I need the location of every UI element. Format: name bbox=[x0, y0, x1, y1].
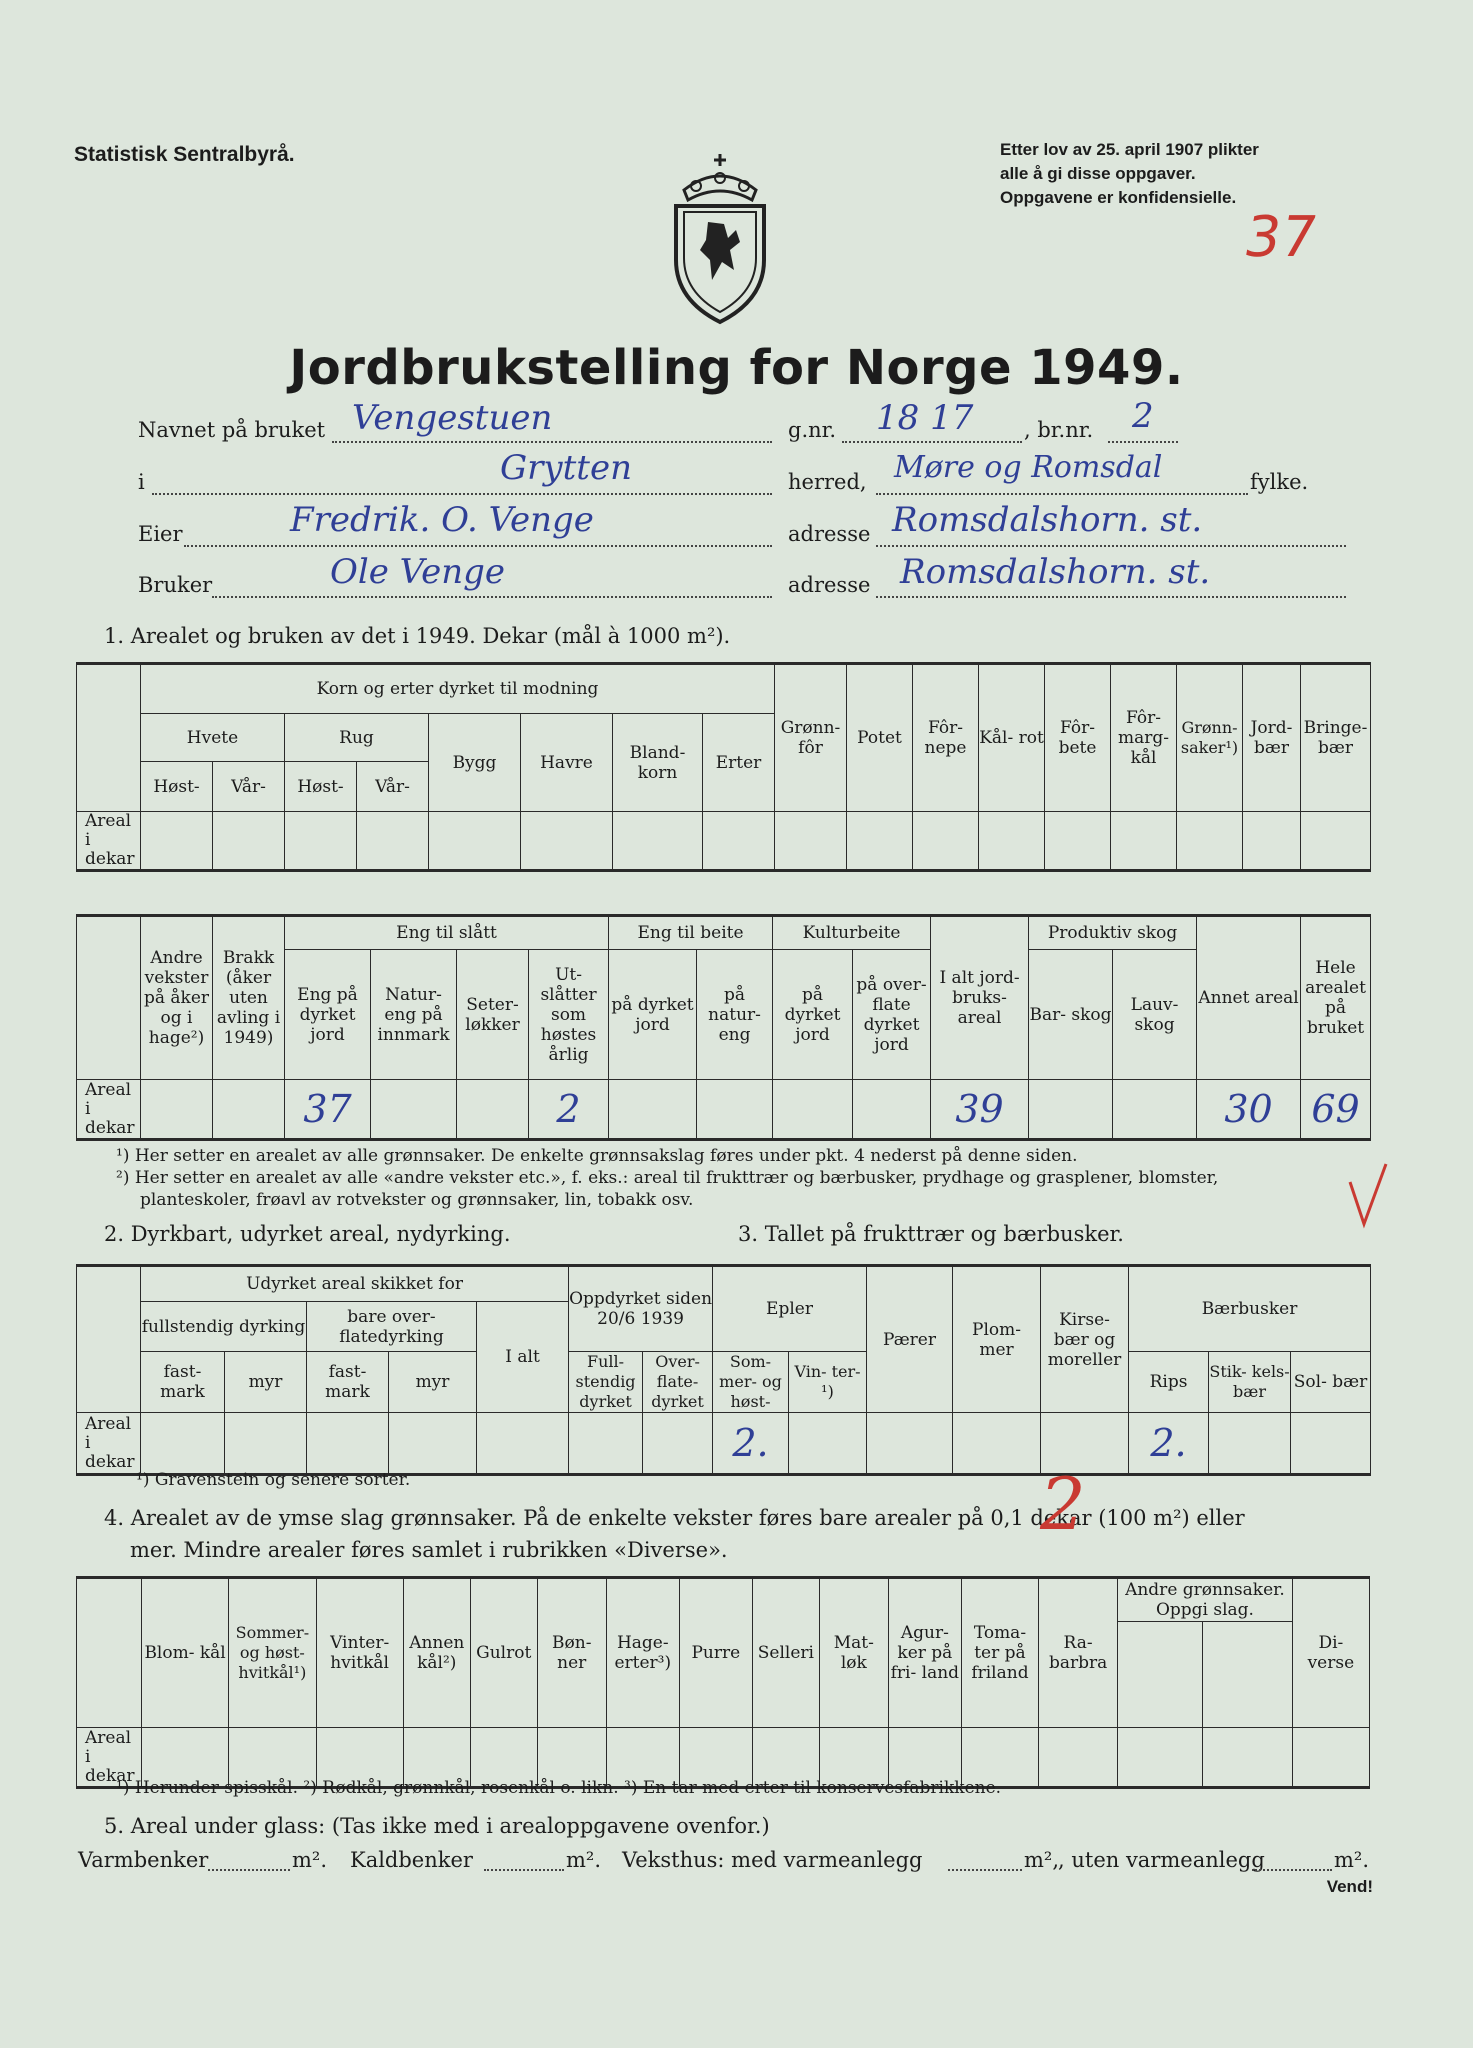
form-title: Jordbrukstelling for Norge 1949. bbox=[289, 340, 1184, 396]
footnote-2: ²) Her setter en arealet av alle «andre vekster etc.», f. eks.: areal til frukttrær og bærbusker, prydhage og grasplener, blomster, bbox=[116, 1168, 1219, 1188]
cell-i-alt[interactable]: 39 bbox=[931, 1080, 1029, 1140]
header-produktiv-skog: Produktiv skog bbox=[1029, 916, 1197, 950]
kaldbenker-unit: m². bbox=[566, 1848, 602, 1872]
footnote-section-4: ¹) Herunder spisskål. ²) Rødkål, grønnkål, rosenkål o. likn. ³) En tar med erter til konservesfabrikkene. bbox=[116, 1778, 1002, 1798]
section-3-table bbox=[712, 1264, 1371, 1476]
header-rug-host: Høst- bbox=[285, 762, 357, 812]
header-i-alt: I alt jord- bruks- areal bbox=[931, 916, 1029, 1080]
veksthus-varme-field[interactable] bbox=[948, 1868, 1022, 1871]
corner-cell-4 bbox=[77, 1578, 142, 1728]
header-blandkorn: Bland- korn bbox=[613, 714, 703, 812]
footnote-section-2: ¹) Gravenstein og senere sorter. bbox=[136, 1470, 411, 1490]
header-bringebaer: Bringe- bær bbox=[1301, 664, 1371, 812]
header-vinter-hvitkal: Vinter- hvitkål bbox=[316, 1578, 403, 1728]
cell-rabarbra[interactable] bbox=[1039, 1728, 1118, 1788]
header-forbete: Fôr- bete bbox=[1045, 664, 1111, 812]
header-eng-dyrket: Eng på dyrket jord bbox=[285, 950, 371, 1080]
cell-rips[interactable]: 2. bbox=[1129, 1413, 1209, 1475]
header-fornepe: Fôr- nepe bbox=[913, 664, 979, 812]
header-sommer-hvitkal: Sommer- og høst- hvitkål¹) bbox=[229, 1578, 316, 1728]
cell-rug-host[interactable] bbox=[285, 812, 357, 871]
header-vinter: Vin- ter-¹) bbox=[789, 1352, 867, 1413]
cell-bringebaer[interactable] bbox=[1301, 812, 1371, 871]
cell-solbaer[interactable] bbox=[1291, 1413, 1371, 1475]
eier-adresse-label: adresse bbox=[788, 522, 871, 546]
cell-fornepe[interactable] bbox=[913, 812, 979, 871]
header-myr-1: myr bbox=[225, 1352, 307, 1413]
cell-rug-var[interactable] bbox=[357, 812, 429, 871]
farm-name-value: Vengestuen bbox=[352, 398, 553, 438]
header-hvete: Hvete bbox=[141, 714, 285, 762]
header-seterlokker: Seter- løkker bbox=[457, 950, 529, 1080]
checkmark-icon bbox=[1346, 1160, 1390, 1230]
header-bare-over: bare over- flatedyrking bbox=[307, 1302, 477, 1352]
footnote-2-cont: planteskoler, frøavl av rotvekster og grønnsaker, lin, tobakk osv. bbox=[140, 1190, 694, 1210]
header-hvete-var: Vår- bbox=[213, 762, 285, 812]
cell-stikkelsbaer[interactable] bbox=[1209, 1413, 1291, 1475]
cell-beite-natureng[interactable] bbox=[697, 1080, 773, 1140]
header-brakk: Brakk (åker uten avling i 1949) bbox=[213, 916, 285, 1080]
row-label-areal-2: Areal i dekar bbox=[77, 1413, 141, 1475]
kaldbenker-field[interactable] bbox=[484, 1868, 564, 1871]
varmbenker-label: Varmbenker bbox=[78, 1848, 209, 1872]
header-kirsebaer: Kirse- bær og moreller bbox=[1041, 1266, 1129, 1413]
corner-cell-2 bbox=[77, 1266, 141, 1413]
header-tomater: Toma- ter på friland bbox=[961, 1578, 1038, 1728]
cell-hvete-host[interactable] bbox=[141, 812, 213, 871]
section-1-table-a bbox=[76, 662, 1371, 872]
legal-line-3: Oppgavene er konfidensielle. bbox=[1000, 188, 1237, 207]
row-label-areal-4: Areal i dekar bbox=[77, 1728, 142, 1788]
cell-full-dyrket[interactable] bbox=[569, 1413, 643, 1475]
header-paerer: Pærer bbox=[867, 1266, 953, 1413]
header-andre-1 bbox=[1118, 1622, 1203, 1728]
herred-value: Grytten bbox=[500, 448, 632, 488]
corner-cell bbox=[77, 664, 141, 812]
header-utslatter: Ut- slåtter som høstes årlig bbox=[529, 950, 609, 1080]
header-solbaer: Sol- bær bbox=[1291, 1352, 1371, 1413]
cell-seterlokker[interactable] bbox=[457, 1080, 529, 1140]
header-formargkal: Fôr- marg- kål bbox=[1111, 664, 1177, 812]
cell-kb-overflate[interactable] bbox=[853, 1080, 931, 1140]
cell-hele-arealet[interactable]: 69 bbox=[1301, 1080, 1371, 1140]
cell-blandkorn[interactable] bbox=[613, 812, 703, 871]
farm-name-label: Navnet på bruket bbox=[138, 418, 326, 442]
header-lauvskog: Lauv- skog bbox=[1113, 950, 1197, 1080]
red-annotation: 2 bbox=[1040, 1462, 1086, 1546]
cell-full-fastmark[interactable] bbox=[141, 1413, 225, 1475]
header-kb-dyrket: på dyrket jord bbox=[773, 950, 853, 1080]
cell-potet[interactable] bbox=[847, 812, 913, 871]
cell-over-fastmark[interactable] bbox=[307, 1413, 389, 1475]
header-rips: Rips bbox=[1129, 1352, 1209, 1413]
cell-beite-dyrket[interactable] bbox=[609, 1080, 697, 1140]
cell-utslatter[interactable]: 2 bbox=[529, 1080, 609, 1140]
veksthus-varme-unit: m², bbox=[1024, 1848, 1060, 1872]
header-havre: Havre bbox=[521, 714, 613, 812]
uten-varme-unit: m². bbox=[1334, 1848, 1370, 1872]
cell-barskog[interactable] bbox=[1029, 1080, 1113, 1140]
header-andre-vekster: Andre vekster på åker og i hage²) bbox=[141, 916, 213, 1080]
header-natureng: Natur- eng på innmark bbox=[371, 950, 457, 1080]
row-label-areal-b: Areal i dekar bbox=[77, 1080, 141, 1140]
eier-value: Fredrik. O. Venge bbox=[290, 500, 594, 540]
header-beite-dyrket: på dyrket jord bbox=[609, 950, 697, 1080]
header-sommer-host: Som- mer- og høst- bbox=[713, 1352, 789, 1413]
eier-adresse-line bbox=[876, 544, 1346, 547]
herred-prefix-label: i bbox=[138, 470, 145, 494]
cell-bygg[interactable] bbox=[429, 812, 521, 871]
section-1-heading: 1. Arealet og bruken av det i 1949. Dekar (mål à 1000 m²). bbox=[104, 624, 731, 648]
header-gronnsaker: Grønn- saker¹) bbox=[1177, 664, 1243, 812]
header-selleri: Selleri bbox=[752, 1578, 819, 1728]
cell-andre-vekster[interactable] bbox=[141, 1080, 213, 1140]
turn-page-note: Vend! bbox=[1326, 1877, 1373, 1896]
cell-eng-dyrket[interactable]: 37 bbox=[285, 1080, 371, 1140]
eier-line bbox=[184, 544, 772, 547]
cell-plommer[interactable] bbox=[953, 1413, 1041, 1475]
header-rug-var: Vår- bbox=[357, 762, 429, 812]
brnr-line bbox=[1108, 440, 1178, 443]
fylke-label: fylke. bbox=[1250, 470, 1309, 494]
brnr-value: 2 bbox=[1132, 396, 1154, 436]
brnr-label: , br.nr. bbox=[1024, 418, 1094, 442]
corner-cell-b bbox=[77, 916, 141, 1080]
kaldbenker-label: Kaldbenker bbox=[350, 1848, 473, 1872]
legal-notice bbox=[1000, 138, 1370, 210]
header-epler: Epler bbox=[713, 1266, 867, 1352]
header-full-dyrket: Full- stendig dyrket bbox=[569, 1352, 643, 1413]
header-eng-slatt: Eng til slått bbox=[285, 916, 609, 950]
cell-andre-2[interactable] bbox=[1203, 1728, 1292, 1788]
cell-natureng[interactable] bbox=[371, 1080, 457, 1140]
header-i-alt-2: I alt bbox=[477, 1302, 569, 1413]
header-bygg: Bygg bbox=[429, 714, 521, 812]
cell-hvete-var[interactable] bbox=[213, 812, 285, 871]
herred-line bbox=[152, 492, 772, 495]
header-udyrket: Udyrket areal skikket for bbox=[141, 1266, 569, 1302]
bruker-value: Ole Venge bbox=[330, 552, 506, 592]
header-plommer: Plom- mer bbox=[953, 1266, 1041, 1413]
header-gulrot: Gulrot bbox=[470, 1578, 537, 1728]
header-stikkelsbaer: Stik- kels- bær bbox=[1209, 1352, 1291, 1413]
cell-i-alt-2[interactable] bbox=[477, 1413, 569, 1475]
header-purre: Purre bbox=[679, 1578, 752, 1728]
header-over-dyrket: Over- flate- dyrket bbox=[643, 1352, 713, 1413]
header-hvete-host: Høst- bbox=[141, 762, 213, 812]
header-fullstendig: fullstendig dyrking bbox=[141, 1302, 307, 1352]
header-jordbaer: Jord- bær bbox=[1243, 664, 1301, 812]
row-label-areal: Areal i dekar bbox=[77, 812, 141, 871]
header-kb-overflate: på over- flate dyrket jord bbox=[853, 950, 931, 1080]
section-4-heading-line-2: mer. Mindre arealer føres samlet i rubrikken «Diverse». bbox=[130, 1538, 728, 1562]
cell-paerer[interactable] bbox=[867, 1413, 953, 1475]
header-bonner: Bøn- ner bbox=[537, 1578, 606, 1728]
header-eng-beite: Eng til beite bbox=[609, 916, 773, 950]
header-barskog: Bar- skog bbox=[1029, 950, 1113, 1080]
header-myr-2: myr bbox=[389, 1352, 477, 1413]
gnr-line bbox=[842, 440, 1022, 443]
bruker-adresse-line bbox=[876, 595, 1346, 598]
header-blomkal: Blom- kål bbox=[141, 1578, 228, 1728]
page-number-handwritten: 37 bbox=[1239, 205, 1322, 270]
fylke-line bbox=[876, 492, 1248, 495]
header-rabarbra: Ra- barbra bbox=[1039, 1578, 1118, 1728]
header-fastmark-1: fast- mark bbox=[141, 1352, 225, 1413]
header-potet: Potet bbox=[847, 664, 913, 812]
gnr-value: 18 17 bbox=[876, 398, 974, 438]
header-kulturbeite: Kulturbeite bbox=[773, 916, 931, 950]
bruker-label: Bruker bbox=[138, 573, 213, 597]
gnr-label: g.nr. bbox=[788, 418, 837, 442]
eier-adresse-value: Romsdalshorn. st. bbox=[892, 500, 1203, 540]
bruker-adresse-label: adresse bbox=[788, 573, 871, 597]
header-kalrot: Kål- rot bbox=[979, 664, 1045, 812]
varmbenker-unit: m². bbox=[292, 1848, 328, 1872]
cell-annet-areal[interactable]: 30 bbox=[1197, 1080, 1301, 1140]
bruker-line bbox=[212, 595, 772, 598]
cell-gronnsaker[interactable] bbox=[1177, 812, 1243, 871]
organization-name: Statistisk Sentralbyrå. bbox=[74, 143, 295, 166]
uten-varmeanlegg-label: , uten varmeanlegg bbox=[1058, 1848, 1265, 1872]
header-hele-arealet: Hele arealet på bruket bbox=[1301, 916, 1371, 1080]
header-hageerter: Hage- erter³) bbox=[606, 1578, 679, 1728]
cell-sommer-host[interactable]: 2. bbox=[713, 1413, 789, 1475]
cell-gronnfor[interactable] bbox=[775, 812, 847, 871]
cell-andre-1[interactable] bbox=[1118, 1728, 1203, 1788]
header-agurker: Agur- ker på fri- land bbox=[888, 1578, 961, 1728]
header-andre-gronnsaker: Andre grønnsaker. Oppgi slag. bbox=[1118, 1578, 1293, 1622]
header-erter: Erter bbox=[703, 714, 775, 812]
section-1-table-b bbox=[76, 914, 1371, 1141]
section-2-heading: 2. Dyrkbart, udyrket areal, nydyrking. bbox=[104, 1222, 511, 1246]
bruker-adresse-value: Romsdalshorn. st. bbox=[900, 552, 1211, 592]
footnote-1: ¹) Her setter en arealet av alle grønnsaker. De enkelte grønnsakslag føres under pkt. 4 nederst på denne siden. bbox=[116, 1146, 1078, 1166]
header-diverse: Di- verse bbox=[1292, 1578, 1369, 1728]
farm-name-line bbox=[332, 440, 772, 443]
header-korn: Korn og erter dyrket til modning bbox=[141, 664, 775, 714]
cell-lauvskog[interactable] bbox=[1113, 1080, 1197, 1140]
legal-line-2: alle å gi disse oppgaver. bbox=[1000, 164, 1196, 183]
section-3-heading: 3. Tallet på frukttrær og bærbusker. bbox=[738, 1222, 1124, 1246]
header-beite-natureng: på natur- eng bbox=[697, 950, 773, 1080]
header-oppdyrket: Oppdyrket siden 20/6 1939 bbox=[569, 1266, 713, 1352]
cell-diverse[interactable] bbox=[1292, 1728, 1369, 1788]
cell-vinter[interactable] bbox=[789, 1413, 867, 1475]
cell-over-myr[interactable] bbox=[389, 1413, 477, 1475]
eier-label: Eier bbox=[138, 522, 183, 546]
cell-full-myr[interactable] bbox=[225, 1413, 307, 1475]
header-fastmark-2: fast- mark bbox=[307, 1352, 389, 1413]
header-gronnfor: Grønn- fôr bbox=[775, 664, 847, 812]
varmbenker-field[interactable] bbox=[208, 1868, 290, 1871]
header-annet-areal: Annet areal bbox=[1197, 916, 1301, 1080]
fylke-value: Møre og Romsdal bbox=[894, 450, 1163, 485]
cell-kalrot[interactable] bbox=[979, 812, 1045, 871]
cell-over-dyrket[interactable] bbox=[643, 1413, 713, 1475]
herred-label: herred, bbox=[788, 470, 867, 494]
cell-kb-dyrket[interactable] bbox=[773, 1080, 853, 1140]
coat-of-arms-icon bbox=[666, 150, 774, 325]
cell-erter[interactable] bbox=[703, 812, 775, 871]
section-2-table bbox=[76, 1264, 713, 1476]
legal-line-1: Etter lov av 25. april 1907 plikter bbox=[1000, 140, 1259, 159]
section-4-table bbox=[76, 1576, 1370, 1789]
uten-varme-field[interactable] bbox=[1252, 1868, 1332, 1871]
cell-jordbaer[interactable] bbox=[1243, 812, 1301, 871]
section-5-heading: 5. Areal under glass: (Tas ikke med i arealoppgavene ovenfor.) bbox=[104, 1814, 770, 1838]
header-matlok: Mat- løk bbox=[819, 1578, 888, 1728]
cell-brakk[interactable] bbox=[213, 1080, 285, 1140]
header-annen-kal: Annen kål²) bbox=[403, 1578, 470, 1728]
veksthus-label: Veksthus: med varmeanlegg bbox=[622, 1848, 923, 1872]
header-andre-2 bbox=[1203, 1622, 1292, 1728]
header-rug: Rug bbox=[285, 714, 429, 762]
cell-forbete[interactable] bbox=[1045, 812, 1111, 871]
cell-havre[interactable] bbox=[521, 812, 613, 871]
header-baerbusker: Bærbusker bbox=[1129, 1266, 1371, 1352]
section-4-heading-line-1: 4. Arealet av de ymse slag grønnsaker. På de enkelte vekster føres bare arealer på 0,1 dekar (100 m²) eller bbox=[104, 1506, 1245, 1530]
cell-formargkal[interactable] bbox=[1111, 812, 1177, 871]
